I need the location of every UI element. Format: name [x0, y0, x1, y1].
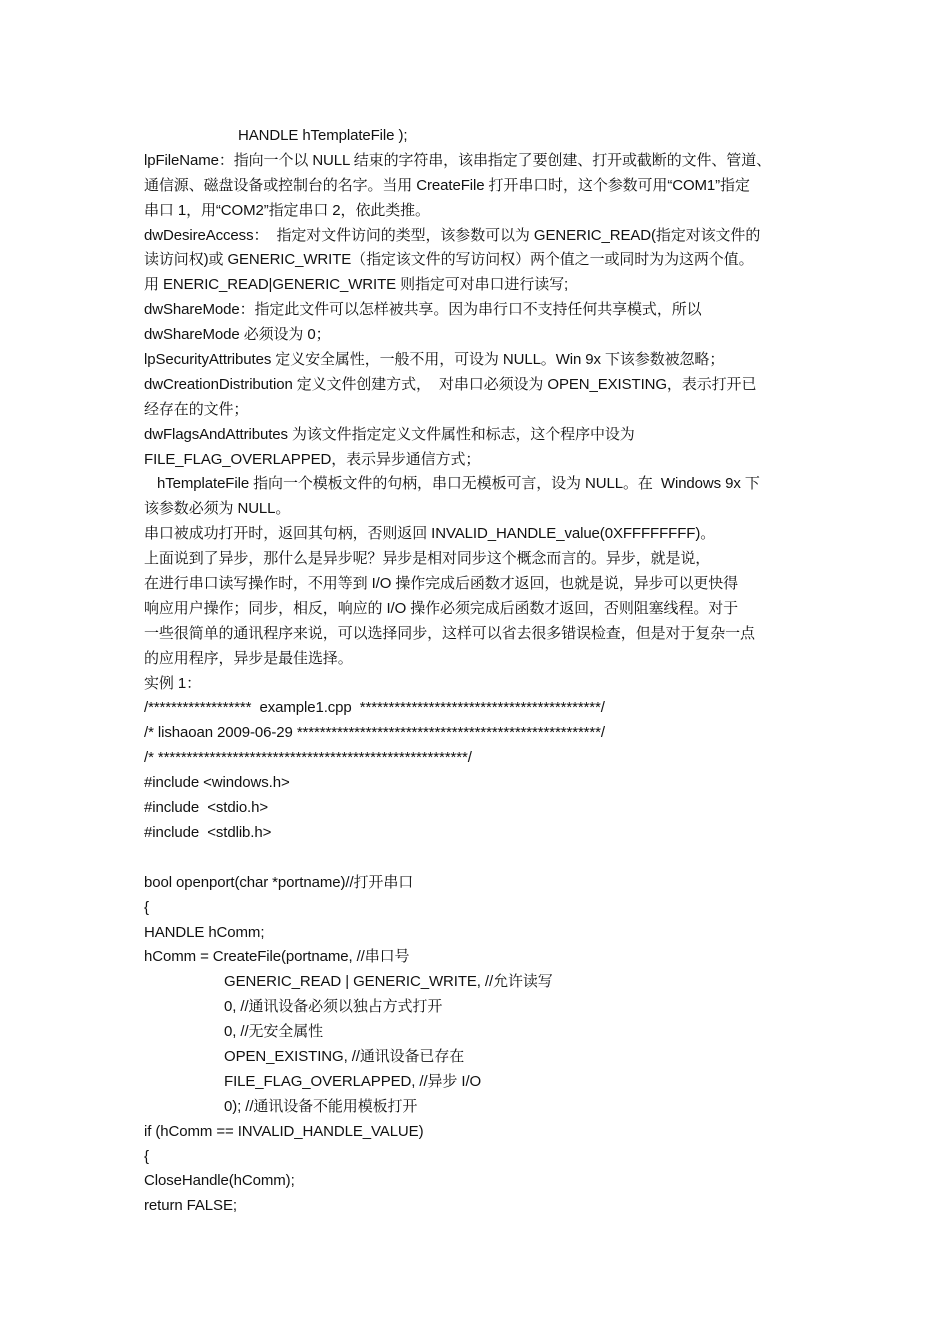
text-line: HANDLE hTemplateFile );	[238, 127, 408, 144]
code-line: GENERIC_READ | GENERIC_WRITE, //允许读写	[224, 973, 553, 991]
code-line: HANDLE hComm;	[144, 923, 265, 941]
code-line: bool openport(char *portname)//打开串口	[144, 873, 414, 891]
code-line: #include <windows.h>	[144, 774, 290, 792]
text-line: 的应用程序，异步是最佳选择。	[144, 649, 353, 667]
code-line: FILE_FLAG_OVERLAPPED, //异步 I/O	[224, 1072, 482, 1090]
code-line: hComm = CreateFile(portname, //串口号	[144, 948, 410, 966]
text-line: lpFileName：指向一个以 NULL 结束的字符串，该串指定了要创建、打开或截断的文件、管道、	[144, 151, 771, 169]
blank-line	[144, 846, 824, 871]
text-line: FILE_FLAG_OVERLAPPED，表示异步通信方式；	[144, 450, 481, 468]
text-line: 该参数必须为 NULL。	[144, 500, 291, 518]
code-line: OPEN_EXISTING, //通讯设备已存在	[224, 1047, 465, 1065]
code-line: /****************** example1.cpp ******************************************/	[144, 699, 605, 717]
code-line: 0); //通讯设备不能用模板打开	[224, 1097, 418, 1115]
code-line: {	[144, 1147, 149, 1165]
code-line: return FALSE;	[144, 1197, 237, 1215]
text-line: 经存在的文件；	[144, 400, 249, 418]
text-line: 用 ENERIC_READ|GENERIC_WRITE 则指定可对串口进行读写;	[144, 276, 569, 294]
text-line: dwShareMode 必须设为 0；	[144, 326, 331, 344]
text-line: hTemplateFile 指向一个模板文件的句柄，串口无模板可言，设为 NULL。在 Windows 9x 下	[157, 475, 760, 493]
text-line: dwShareMode：指定此文件可以怎样被共享。因为串行口不支持任何共享模式，所以	[144, 301, 702, 319]
code-line: #include <stdlib.h>	[144, 823, 272, 841]
code-line: /* ******************************************************/	[144, 749, 472, 767]
code-line: #include <stdio.h>	[144, 799, 269, 817]
code-line: if (hComm == INVALID_HANDLE_VALUE)	[144, 1122, 424, 1140]
code-line: 0, //通讯设备必须以独占方式打开	[224, 998, 443, 1016]
text-line: 响应用户操作；同步，相反，响应的 I/O 操作必须完成后函数才返回，否则阻塞线程。对于	[144, 599, 739, 617]
text-line: 一些很简单的通讯程序来说，可以选择同步，这样可以省去很多错误检查，但是对于复杂一点	[144, 624, 755, 642]
text-line: 实例 1：	[144, 674, 202, 692]
text-line: 串口 1，用“COM2”指定串口 2，依此类推。	[144, 201, 430, 219]
code-line: CloseHandle(hComm);	[144, 1172, 295, 1190]
document-body	[144, 124, 824, 1219]
code-line: {	[144, 898, 149, 916]
text-line: 上面说到了异步，那什么是异步呢？异步是相对同步这个概念而言的。异步，就是说，	[144, 550, 711, 568]
text-line: dwDesireAccess： 指定对文件访问的类型，该参数可以为 GENERIC_READ(指定对该文件的	[144, 226, 761, 244]
code-line: /* lishaoan 2009-06-29 *****************************************************/	[144, 724, 605, 742]
text-line: 读访问权)或 GENERIC_WRITE（指定该文件的写访问权）两个值之一或同时为为这两个值。	[144, 251, 754, 269]
code-line: 0, //无安全属性	[224, 1023, 324, 1041]
text-line: dwFlagsAndAttributes 为该文件指定定义文件属性和标志，这个程序中设为	[144, 425, 635, 443]
text-line: dwCreationDistribution 定义文件创建方式， 对串口必须设为 OPEN_EXISTING，表示打开已	[144, 375, 757, 393]
text-line: 串口被成功打开时，返回其句柄，否则返回 INVALID_HANDLE_value(0XFFFFFFFF)。	[144, 525, 716, 543]
text-line: 在进行串口读写操作时，不用等到 I/O 操作完成后函数才返回，也就是说，异步可以更快得	[144, 575, 739, 593]
text-line: lpSecurityAttributes 定义安全属性，一般不用，可设为 NULL。Win 9x 下该参数被忽略；	[144, 351, 725, 369]
text-line: 通信源、磁盘设备或控制台的名字。当用 CreateFile 打开串口时，这个参数可用“COM1”指定	[144, 176, 750, 194]
